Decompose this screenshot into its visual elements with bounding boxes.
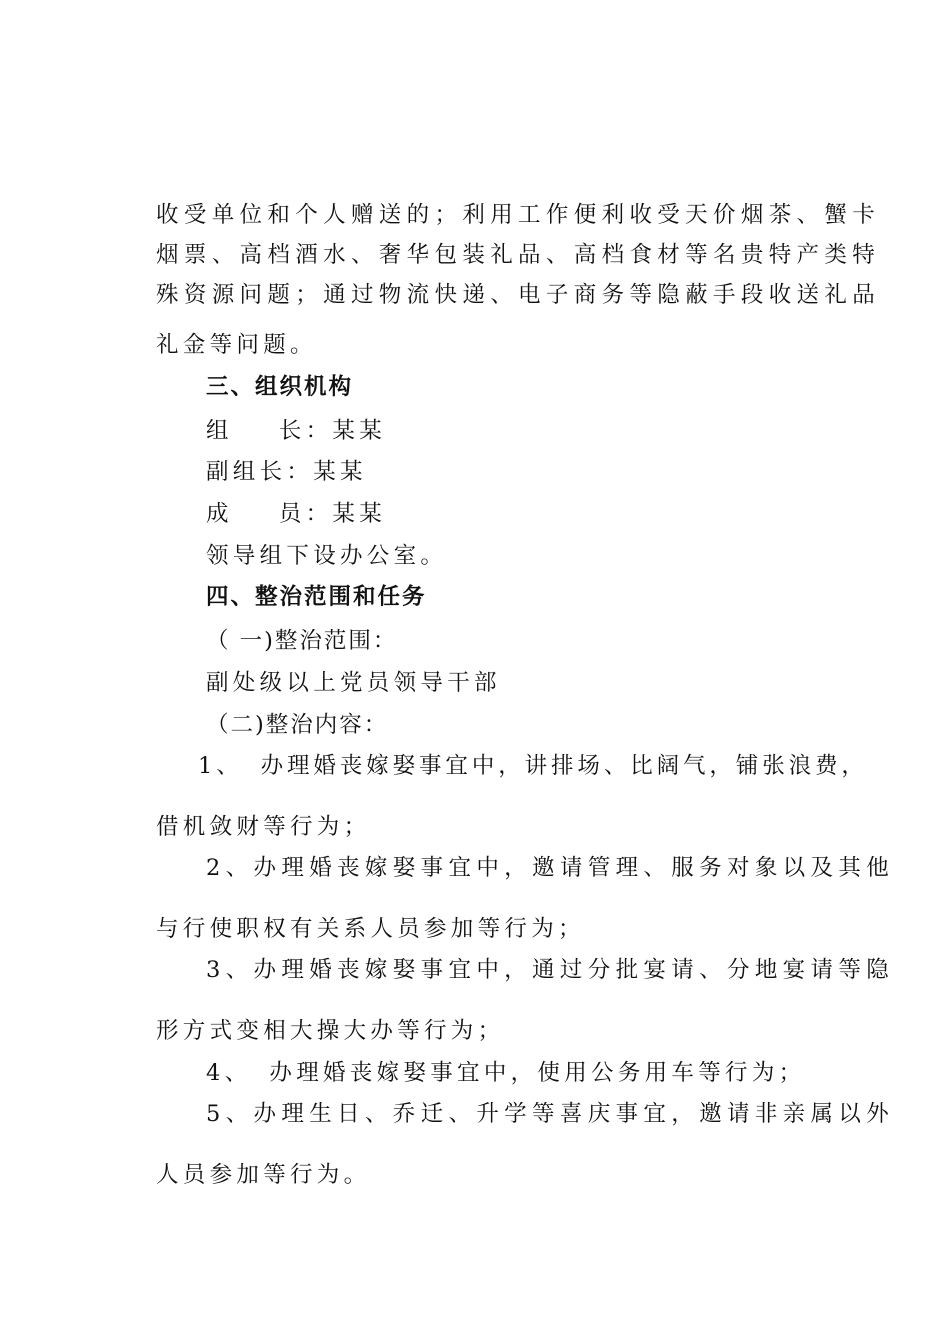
content-title: （二)整治内容： (206, 712, 389, 738)
list-item-1-continued: 借机敛财等行为； (156, 814, 371, 840)
office-note: 领导组下设办公室。 (206, 543, 448, 569)
member-row (206, 499, 386, 529)
deputy-row (206, 457, 367, 487)
list-item-2-continued: 与行使职权有关系人员参加等行为； (156, 916, 585, 942)
leader-label-a: 组 (206, 418, 233, 444)
scope-title: （ 一)整治范围： (206, 628, 398, 654)
intro-line-4: 礼金等问题。 (156, 332, 317, 358)
scope-text: 副处级以上党员领导干部 (206, 670, 501, 696)
list-item-5-continued: 人员参加等行为。 (156, 1162, 371, 1188)
list-item-text: 办理婚丧嫁娶事宜中，讲排场、比阔气，铺张浪费， (260, 753, 868, 779)
list-item-text: 办理生日、乔迁、升学等喜庆事宜，邀请非亲属以外 (253, 1101, 895, 1127)
member-label-a: 成 (206, 501, 233, 527)
list-item-1 (198, 751, 868, 781)
list-item-text: 办理婚丧嫁娶事宜中，邀请管理、服务对象以及其他 (253, 855, 895, 881)
section-heading-organization: 三、组织机构 (206, 374, 354, 400)
list-item-number: 1、 (198, 753, 243, 779)
list-item-3-continued: 形方式变相大操大办等行为； (156, 1018, 505, 1044)
list-item-2 (206, 853, 894, 883)
leader-name: 某某 (332, 418, 387, 444)
leader-row (206, 416, 386, 446)
list-item-number: 4、 (206, 1060, 252, 1086)
section-heading-scope-tasks: 四、整治范围和任务 (206, 584, 427, 610)
list-item-text: 办理婚丧嫁娶事宜中，使用公务用车等行为； (269, 1060, 806, 1086)
member-label-b: 员： (278, 501, 333, 527)
list-item-5 (206, 1099, 894, 1129)
list-item-number: 5、 (206, 1101, 254, 1127)
list-item-4 (206, 1058, 805, 1088)
member-name: 某某 (332, 501, 387, 527)
list-item-number: 3、 (206, 957, 254, 983)
list-item-3 (206, 955, 894, 985)
intro-line-3: 殊资源问题；通过物流快递、电子商务等隐蔽手段收送礼品 (156, 282, 881, 308)
leader-label-b: 长： (278, 418, 333, 444)
list-item-text: 办理婚丧嫁娶事宜中，通过分批宴请、分地宴请等隐 (253, 957, 895, 983)
list-item-number: 2、 (206, 855, 254, 881)
deputy-name: 某某 (313, 459, 367, 485)
intro-line-1: 收受单位和个人赠送的；利用工作便利收受天价烟茶、蟹卡 (156, 202, 881, 228)
intro-line-2: 烟票、高档酒水、奢华包装礼品、高档食材等名贵特产类特 (156, 242, 881, 268)
deputy-label: 副组长： (206, 459, 314, 485)
